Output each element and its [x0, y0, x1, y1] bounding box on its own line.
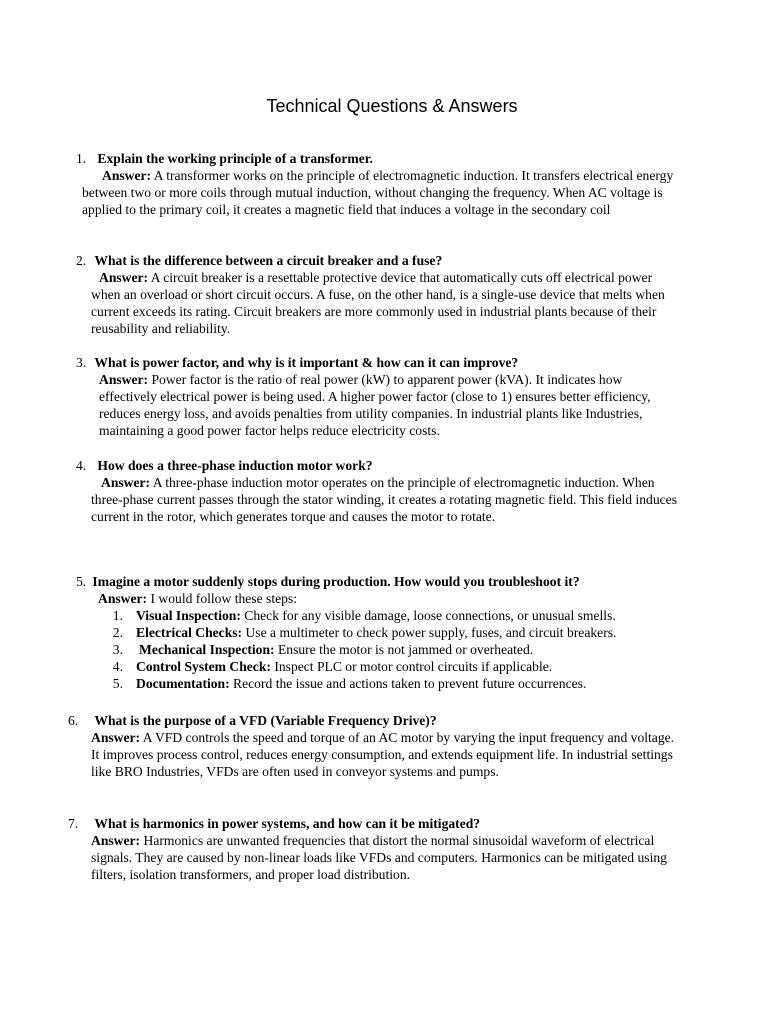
question-line — [76, 354, 681, 371]
question-line — [76, 150, 692, 167]
answer-label: Answer: — [98, 591, 148, 606]
step-label: Mechanical Inspection: — [139, 642, 275, 657]
answer-text: A VFD controls the speed and torque of an AC motor by varying the input frequency and voltage. It improves process control, reduces energy consumption, and extends equipment life. In industrial settings like BRO Industries, VFDs are often used in conveyor systems and pumps. — [91, 730, 675, 779]
answer-paragraph — [91, 474, 685, 525]
question-text: What is power factor, and why is it important & how can it can improve? — [94, 355, 519, 370]
question-text: What is the difference between a circuit breaker and a fuse? — [94, 253, 443, 268]
answer-paragraph — [91, 832, 681, 883]
answer-paragraph — [89, 590, 689, 607]
step-text: Inspect PLC or motor control circuits if applicable. — [274, 659, 553, 674]
answer-label: Answer: — [101, 475, 151, 490]
qa-item — [68, 815, 681, 883]
qa-item — [76, 457, 685, 525]
answer-text: Power factor is the ratio of real power (kW) to apparent power (kVA). It indicates how effectively electrical power is being used. A higher power factor (close to 1) ensures better efficiency, reduces energy loss, and avoids penalties from utility companies. In industrial plants like Industries, maintaining a good power factor helps reduce electricity costs. — [99, 372, 651, 438]
answer-paragraph — [99, 371, 681, 439]
step-number: 5. — [112, 676, 123, 691]
list-item — [99, 641, 659, 658]
answer-paragraph — [91, 269, 683, 337]
list-item — [99, 658, 659, 675]
page-title: Technical Questions & Answers — [266, 96, 518, 116]
answer-paragraph — [91, 729, 675, 780]
question-number: 2. — [76, 253, 87, 268]
question-number: 6. — [68, 713, 79, 728]
answer-label: Answer: — [99, 270, 149, 285]
question-number: 4. — [76, 458, 87, 473]
answer-label: Answer: — [91, 833, 141, 848]
question-text: How does a three-phase induction motor work? — [97, 458, 373, 473]
answer-text: Harmonics are unwanted frequencies that distort the normal sinusoidal waveform of electrical signals. They are caused by non-linear loads like VFDs and computers. Harmonics can be mitigated using filters, isolation transformers, and proper load distribution. — [91, 833, 667, 882]
question-text: What is harmonics in power systems, and how can it be mitigated? — [94, 816, 481, 831]
question-text: What is the purpose of a VFD (Variable Frequency Drive)? — [94, 713, 437, 728]
question-line — [68, 712, 675, 729]
answer-label: Answer: — [99, 372, 149, 387]
answer-label: Answer: — [102, 168, 152, 183]
question-line — [68, 815, 681, 832]
step-label: Documentation: — [136, 676, 230, 691]
list-item — [99, 624, 659, 641]
question-number: 3. — [76, 355, 87, 370]
step-number: 2. — [112, 625, 123, 640]
step-text: Check for any visible damage, loose connections, or unusual smells. — [244, 608, 616, 623]
answer-text: A three-phase induction motor operates on the principle of electromagnetic induction. When three-phase current passes through the stator winding, it creates a rotating magnetic field. This field induces current in the rotor, which generates torque and causes the motor to rotate. — [91, 475, 677, 524]
step-text: Use a multimeter to check power supply, fuses, and circuit breakers. — [245, 625, 617, 640]
question-text: Imagine a motor suddenly stops during production. How would you troubleshoot it? — [92, 574, 580, 589]
step-text: Record the issue and actions taken to prevent future occurrences. — [233, 676, 587, 691]
list-item — [99, 675, 659, 692]
answer-label: Answer: — [91, 730, 141, 745]
answer-paragraph — [82, 167, 692, 218]
qa-item — [76, 573, 689, 607]
step-label: Electrical Checks: — [136, 625, 243, 640]
step-number: 4. — [112, 659, 123, 674]
answer-text: A circuit breaker is a resettable protective device that automatically cuts off electrical power when an overload or short circuit occurs. A fuse, on the other hand, is a single-use device that melts when current exceeds its rating. Circuit breakers are more commonly used in industrial plants because of their reusability and reliability. — [91, 270, 665, 336]
question-text: Explain the working principle of a transformer. — [97, 151, 373, 166]
step-number: 1. — [112, 608, 123, 623]
question-number: 7. — [68, 816, 79, 831]
question-number: 1. — [76, 151, 87, 166]
question-number: 5. — [76, 574, 87, 589]
answer-text: A transformer works on the principle of electromagnetic induction. It transfers electrical energy between two or more coils through mutual induction, without changing the frequency. When AC voltage is applied to the primary coil, it creates a magnetic field that induces a voltage in the secondary coil — [82, 168, 674, 217]
step-text: Ensure the motor is not jammed or overheated. — [277, 642, 534, 657]
list-item — [99, 607, 659, 624]
step-label: Visual Inspection: — [136, 608, 241, 623]
qa-item — [76, 354, 681, 439]
question-line — [76, 252, 683, 269]
troubleshooting-steps — [99, 607, 659, 692]
qa-item — [68, 712, 675, 780]
qa-item — [76, 150, 692, 218]
qa-item — [76, 252, 683, 337]
step-label: Control System Check: — [136, 659, 271, 674]
step-number: 3. — [112, 642, 123, 657]
question-line — [76, 573, 689, 590]
answer-text: I would follow these steps: — [150, 591, 297, 606]
question-line — [76, 457, 685, 474]
